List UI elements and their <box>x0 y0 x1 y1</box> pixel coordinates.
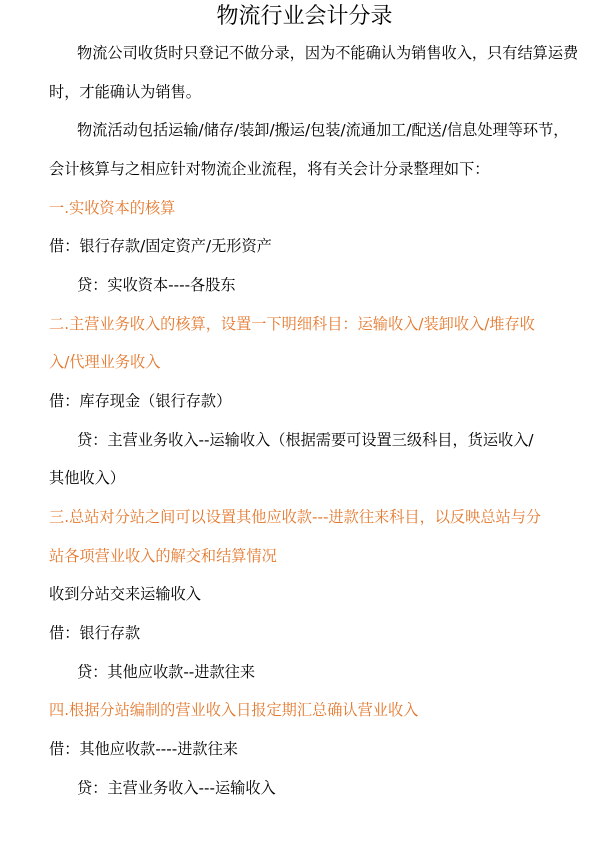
entry-line: 借：库存现金（银行存款） <box>49 392 232 410</box>
section-heading: 二.主营业务收入的核算，设置一下明细科目：运输收入/装卸收入/堆存收 <box>49 315 535 333</box>
paragraph-line: 会计核算与之相应针对物流企业流程，将有关会计分录整理如下： <box>49 160 490 178</box>
section-heading: 站各项营业收入的解交和结算情况 <box>49 547 277 565</box>
section-heading: 入/代理业务收入 <box>49 353 161 371</box>
entry-line: 收到分站交来运输收入 <box>49 585 201 603</box>
paragraph-line: 物流公司收货时只登记不做分录，因为不能确认为销售收入，只有结算运费 <box>77 44 579 62</box>
document-title: 物流行业会计分录 <box>216 4 393 29</box>
entry-line: 贷：主营业务收入---运输收入 <box>77 779 276 797</box>
entry-line: 借：其他应收款----进款往来 <box>49 740 238 758</box>
section-heading: 四.根据分站编制的营业收入日报定期汇总确认营业收入 <box>49 701 419 719</box>
entry-line: 借：银行存款 <box>49 624 141 642</box>
entry-line: 贷：主营业务收入--运输收入（根据需要可设置三级科目，货运收入/ <box>77 431 534 449</box>
entry-line: 贷：其他应收款--进款往来 <box>77 663 256 681</box>
paragraph-line: 时，才能确认为销售。 <box>49 83 201 101</box>
entry-line: 其他收入） <box>49 469 125 487</box>
section-heading: 三.总站对分站之间可以设置其他应收款---进款往来科目，以反映总站与分 <box>49 508 542 526</box>
paragraph-line: 物流活动包括运输/储存/装卸/搬运/包装/流通加工/配送/信息处理等环节， <box>77 121 569 139</box>
entry-line: 借：银行存款/固定资产/无形资产 <box>49 237 272 255</box>
entry-line: 贷：实收资本----各股东 <box>77 276 236 294</box>
section-heading: 一.实收资本的核算 <box>49 199 176 217</box>
